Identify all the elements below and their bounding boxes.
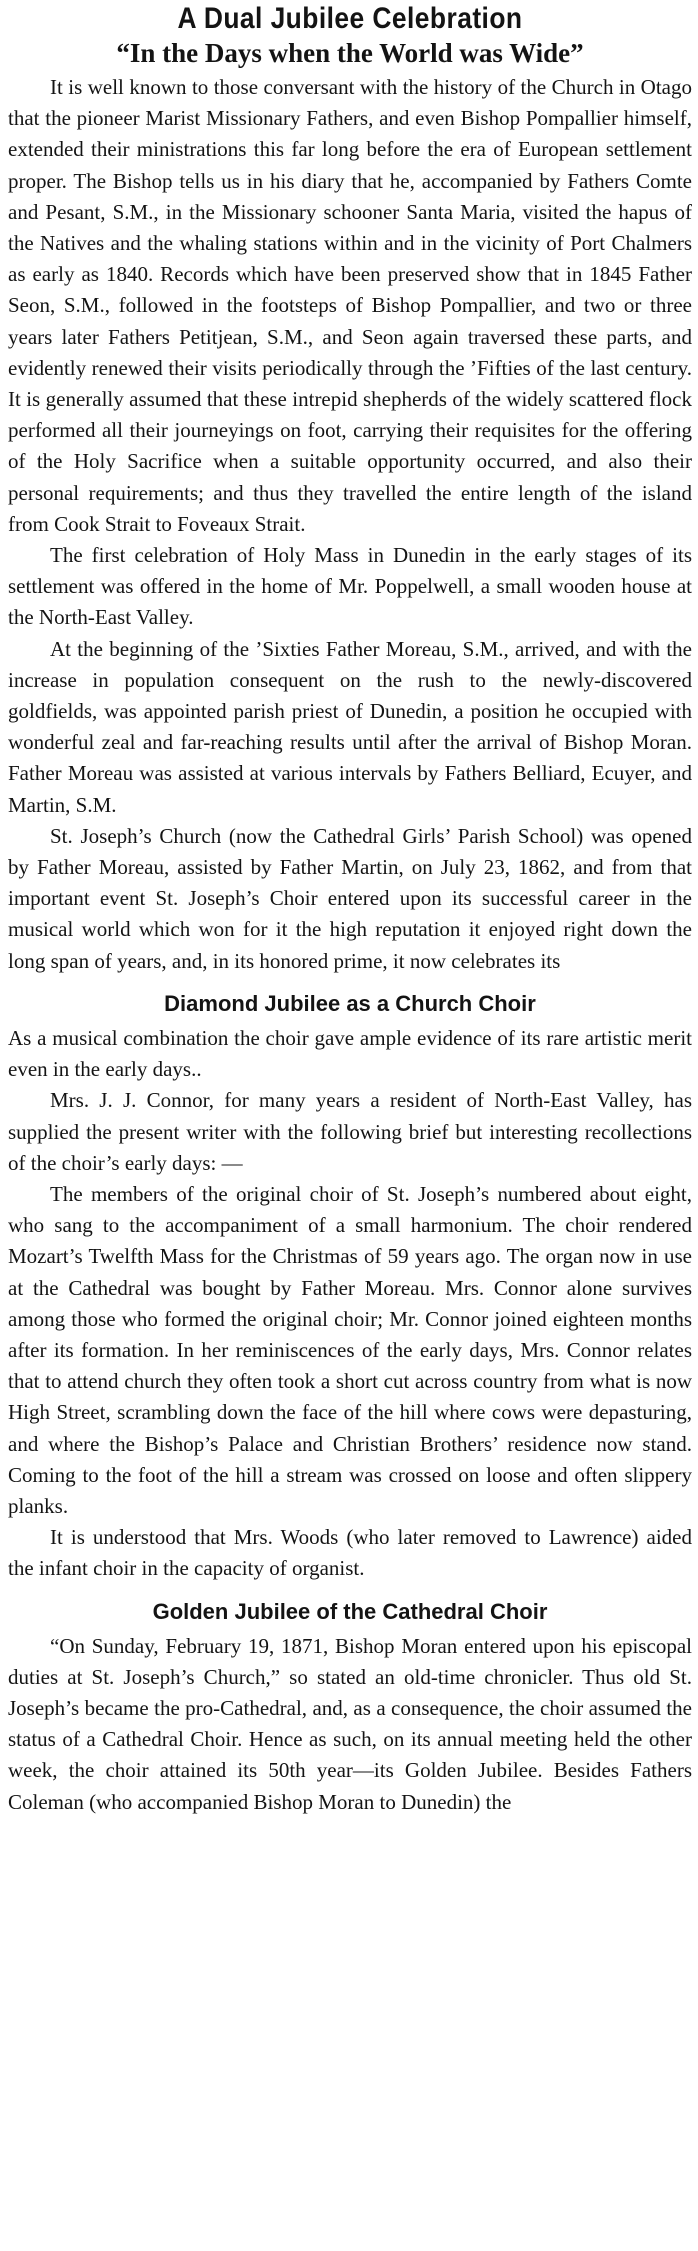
paragraph: Mrs. J. J. Connor, for many years a resident of North-East Valley, has supplied the present writer with the following brief but interesting recollections of the choir’s early days: —: [8, 1088, 692, 1175]
paragraph: The first celebration of Holy Mass in Dunedin in the early stages of its settlement was offered in the home of Mr. Poppelwell, a small wooden house at the North-East Valley.: [8, 543, 692, 630]
section-heading: Diamond Jubilee as a Church Choir: [164, 990, 536, 1016]
paragraph: The members of the original choir of St. Joseph’s numbered about eight, who sang to the accompaniment of a small harmonium. The choir rendered Mozart’s Twelfth Mass for the Christmas of 59 years ago. The organ now in use at the Cathedral was bought by Father Moreau. Mrs. Connor alone survives among those who formed the original choir; Mr. Connor joined eighteen months after its formation. In her reminiscences of the early days, Mrs. Connor relates that to attend church they often took a short cut across country from what is now High Street, scrambling down the face of the hill where cows were depasturing, and where the Bishop’s Palace and Christian Brothers’ residence now stand. Coming to the foot of the hill a stream was crossed on loose and often slippery planks.: [8, 1181, 692, 1518]
article-title: A Dual Jubilee Celebration: [177, 2, 523, 35]
paragraph: As a musical combination the choir gave ample evidence of its rare artistic merit even in the early days..: [8, 1025, 692, 1082]
paragraph: It is understood that Mrs. Woods (who later removed to Lawrence) aided the infant choir in the capacity of organist.: [8, 1525, 692, 1581]
paragraph: At the beginning of the ’Sixties Father Moreau, S.M., arrived, and with the increase in population consequent on the rush to the newly-discovered goldfields, was appointed parish priest of Dunedin, a position he occupied with wonderful zeal and far-reaching results until after the arrival of Bishop Moran. Father Moreau was assisted at various intervals by Fathers Belliard, Ecuyer, and Martin, S.M.: [8, 636, 692, 817]
golden-jubilee-section: [8, 1631, 692, 1818]
article-subtitle: “In the Days when the World was Wide”: [116, 38, 584, 68]
paragraph: It is well known to those conversant with the history of the Church in Otago that the pioneer Marist Missionary Fathers, and even Bishop Pompallier himself, extended their ministrations this far long before the era of European settlement proper. The Bishop tells us in his diary that he, accompanied by Fathers Comte and Pesant, S.M., in the Missionary schooner Santa Maria, visited the hapus of the Natives and the whaling stations within and in the vicinity of Port Chalmers as early as 1840. Records which have been preserved show that in 1845 Father Seon, S.M., followed in the footsteps of Bishop Pompallier, and two or three years later Fathers Petitjean, S.M., and Seon again traversed these parts, and evidently renewed their visits periodically through the ’Fifties of the last century. It is generally assumed that these intrepid shepherds of the widely scattered flock performed all their journeyings on foot, carrying their requisites for the offering of the Holy Sacrifice when a suitable opportunity occurred, and also their personal requirements; and thus they travelled the entire length of the island from Cook Strait to Foveaux Strait.: [8, 75, 692, 536]
diamond-jubilee-section: [8, 1023, 692, 1585]
intro-body: [8, 72, 692, 977]
paragraph: St. Joseph’s Church (now the Cathedral Girls’ Parish School) was opened by Father Moreau, assisted by Father Martin, on July 23, 1862, and from that important event St. Joseph’s Choir entered upon its successful career in the musical world which won for it the high reputation it enjoyed right down the long span of years, and, in its honored prime, it now celebrates its: [8, 823, 692, 973]
paragraph: “On Sunday, February 19, 1871, Bishop Moran entered upon his episcopal duties at St. Joseph’s Church,” so stated an old-time chronicler. Thus old St. Joseph’s became the pro-Cathedral, and, as a consequence, the choir assumed the status of a Cathedral Choir. Hence as such, on its annual meeting held the other week, the choir attained its 50th year—its Golden Jubilee. Besides Fathers Coleman (who accompanied Bishop Moran to Dunedin) the: [8, 1633, 692, 1814]
section-heading: Golden Jubilee of the Cathedral Choir: [152, 1598, 548, 1624]
